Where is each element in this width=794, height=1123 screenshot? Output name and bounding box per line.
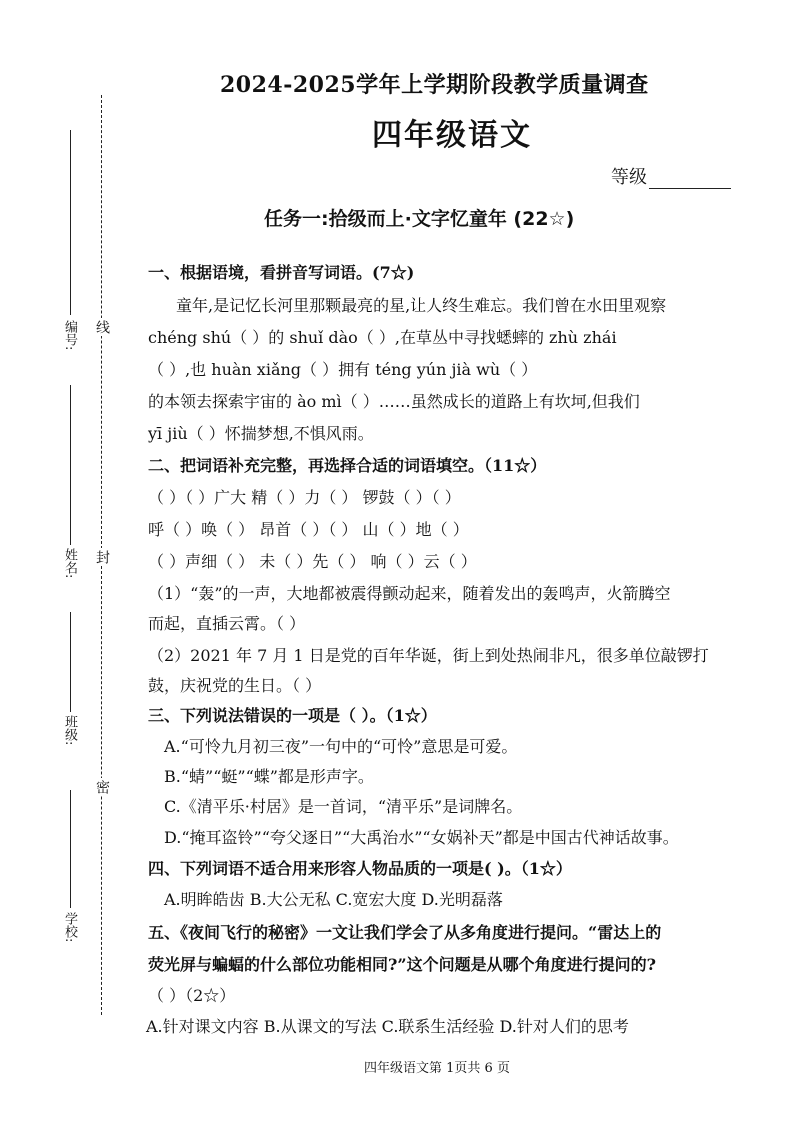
section-4-heading: 四、下列词语不适合用来形容人物品质的一项是( )。（1☆） (148, 859, 572, 878)
fill-sentence: 鼓，庆祝党的生日。（ ） (148, 676, 322, 695)
section-1-heading: 一、根据语境，看拼音写词语。(7☆) (148, 263, 415, 282)
field-line-name[interactable] (70, 385, 71, 545)
section-5-blank: （ ）（2☆） (148, 986, 236, 1005)
choice-option: A.“可怜九月初三夜”一句中的“可怜”意思是可爱。 (164, 737, 518, 756)
choice-options: A.针对课文内容 B.从课文的写法 C.联系生活经验 D.针对人们的思考 (146, 1017, 629, 1036)
fill-sentence: 而起，直插云霄。（ ） (148, 614, 306, 633)
grade-label: 等级 (611, 167, 647, 188)
section-1-text: （ ）,也 huàn xiǎng（ ）拥有 téng yún jià wù（ ） (148, 360, 538, 379)
field-line-class[interactable] (70, 612, 71, 712)
field-label-name: 姓名: (62, 548, 77, 579)
field-label-school: 学校: (62, 912, 77, 943)
idiom-row: （ ）（ ）广大 精（ ）力（ ） 锣鼓（ ）（ ） (148, 488, 461, 507)
section-5-heading: 五、《夜间飞行的秘密》一文让我们学会了从多角度进行提问。“雷达上的 (148, 923, 662, 942)
section-2-heading: 二、把词语补充完整，再选择合适的词语填空。（11☆） (148, 456, 547, 475)
field-line-id[interactable] (70, 130, 71, 315)
field-label-class: 班级: (62, 715, 77, 746)
choice-option: C.《清平乐·村居》是一首词，“清平乐”是词牌名。 (164, 797, 523, 816)
field-line-school[interactable] (70, 790, 71, 908)
exam-title: 2024-2025学年上学期阶段教学质量调查 (220, 72, 649, 98)
section-3-heading: 三、下列说法错误的一项是（ ）。（1☆） (148, 706, 437, 725)
section-1-text: 童年,是记忆长河里那颗最亮的星,让人终生难忘。我们曾在水田里观察 (176, 296, 667, 315)
binding-word-feng: 封 (94, 550, 110, 564)
page-footer: 四年级语文第 1页共 6 页 (364, 1061, 510, 1076)
choice-option: D.“掩耳盗铃”“夸父逐日”“大禹治水”“女娲补天”都是中国古代神话故事。 (164, 828, 679, 847)
section-1-text: chéng shú（ ）的 shuǐ dào（ ）,在草丛中寻找蟋蟀的 zhù zhái (148, 328, 617, 347)
field-label-id: 编号: (62, 320, 77, 351)
grade-field (611, 163, 731, 189)
idiom-row: （ ）声细（ ） 未（ ）先（ ） 响（ ）云（ ） (148, 552, 477, 571)
exam-subtitle: 四年级语文 (372, 118, 532, 153)
fill-sentence: （2）2021 年 7 月 1 日是党的百年华诞，街上到处热闹非凡，很多单位敲锣打 (148, 646, 709, 665)
binding-word-xian: 线 (94, 320, 110, 334)
section-5-text: 荧光屏与蝙蝠的什么部位功能相同?”这个问题是从哪个角度进行提问的? (148, 955, 656, 974)
task-title: 任务一:拾级而上·文字忆童年 (22☆) (264, 208, 575, 230)
fill-sentence: （1）“轰”的一声，大地都被震得颤动起来，随着发出的轰鸣声，火箭腾空 (148, 584, 671, 603)
section-1-text: yī jiù（ ）怀揣梦想,不惧风雨。 (148, 424, 374, 443)
binding-word-mi: 密 (94, 780, 110, 794)
choice-options: A.明眸皓齿 B.大公无私 C.宽宏大度 D.光明磊落 (164, 890, 503, 909)
choice-option: B.“蜻”“蜓”“蝶”都是形声字。 (164, 767, 374, 786)
grade-blank[interactable] (649, 170, 731, 189)
section-1-text: 的本领去探索宇宙的 ào mì（ ）……虽然成长的道路上有坎坷,但我们 (148, 392, 640, 411)
idiom-row: 呼（ ）唤（ ） 昂首（ ）（ ） 山（ ）地（ ） (148, 520, 469, 539)
